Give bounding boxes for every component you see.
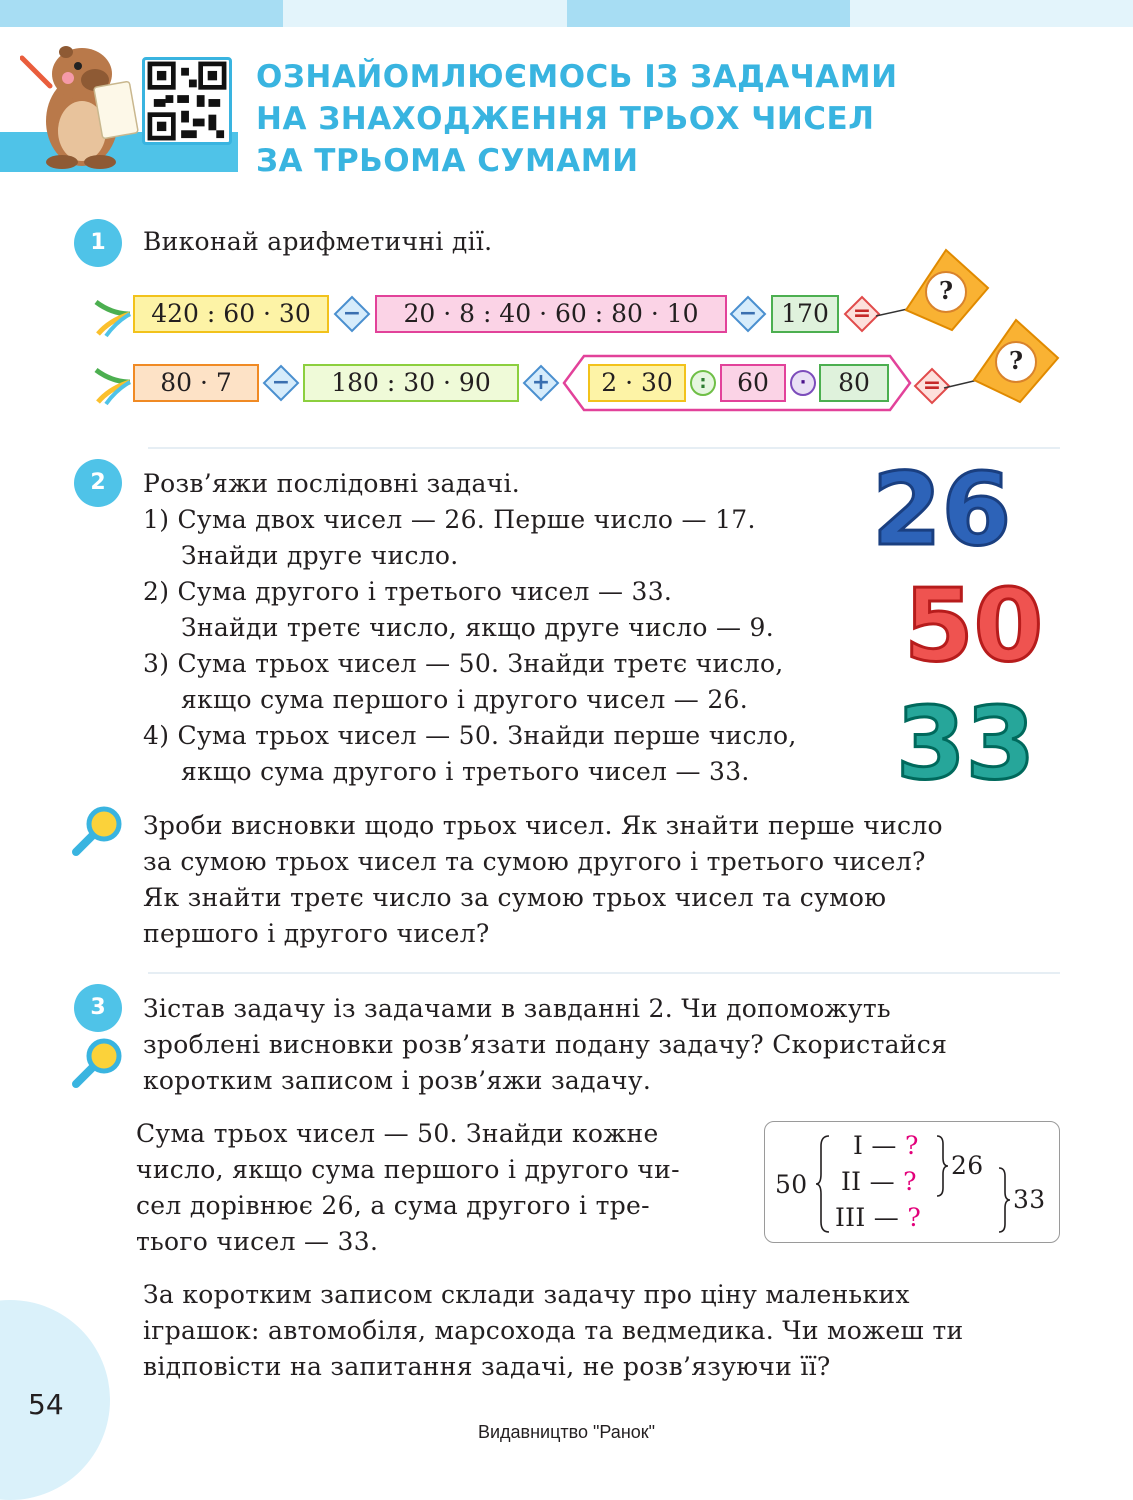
short-record-sum12: 26 (951, 1151, 984, 1180)
magnifier-icon (68, 804, 126, 860)
expr-box-2d: 60 (720, 364, 786, 402)
row-1-label: I — (853, 1131, 905, 1160)
magnifier-icon (68, 1036, 126, 1092)
row-3-question: ? (907, 1203, 922, 1232)
task-2-line-4: Знайди третє число, якщо друге число — 9. (181, 613, 774, 642)
task-2-line-8: якщо сума другого і третього чисел — 33. (181, 757, 750, 786)
title-line-2: НА ЗНАХОДЖЕННЯ ТРЬОХ ЧИСЕЛ (256, 101, 875, 137)
top-stripe-1 (0, 0, 283, 27)
top-stripe-4 (850, 0, 1133, 27)
operator-equals-2-symbol: = (922, 373, 942, 398)
kite-2-question: ? (1008, 346, 1024, 375)
kite-tail-icon (92, 294, 134, 338)
expr-box-1b: 20 · 8 : 40 · 60 : 80 · 10 (375, 295, 727, 333)
problem-line-3: сел дорівнює 26, а сума другого і тре- (136, 1191, 650, 1220)
closing-line-2: іграшок: автомобіля, марсохода та ведмедика. Чи можеш ти (143, 1316, 964, 1345)
operator-equals-1-symbol: = (852, 301, 872, 326)
task-2-line-2: Знайди друге число. (181, 541, 459, 570)
qr-code[interactable] (142, 57, 232, 145)
qr-code-icon (145, 60, 229, 142)
right-brace-1-icon (935, 1134, 949, 1198)
task-3-number: 3 (74, 984, 122, 1032)
short-record-row-3 (835, 1200, 921, 1236)
left-brace-icon (815, 1134, 831, 1234)
operator-minus-2-symbol: − (738, 301, 758, 326)
task-3-intro-line-1: Зістав задачу із задачами в завданні 2. Чи допоможуть (143, 994, 891, 1023)
right-brace-2-icon (997, 1166, 1011, 1234)
kite-tail-icon (92, 362, 134, 406)
page-title (256, 56, 898, 182)
conclusion-line-2: за сумою трьох чисел та сумою другого і третього чисел? (143, 847, 926, 876)
kite-1-question: ? (938, 276, 954, 305)
expr-box-2b: 180 : 30 · 90 (303, 364, 519, 402)
task-2-line-1: 1) Сума двох чисел — 26. Перше число — 17. (143, 505, 756, 534)
short-record-row-1 (853, 1128, 919, 1164)
task-2-line-6: якщо сума першого і другого чисел — 26. (181, 685, 749, 714)
conclusion-line-3: Як знайти третє число за сумою трьох чисел та сумою (143, 883, 887, 912)
task-3-intro-line-3: коротким записом і розв’яжи задачу. (143, 1066, 652, 1095)
decor-number-33: 33 (896, 685, 1036, 802)
title-line-1: ОЗНАЙОМЛЮЄМОСЬ ІЗ ЗАДАЧАМИ (256, 59, 898, 95)
row-2-label: II — (841, 1167, 904, 1196)
short-record-row-2 (841, 1164, 917, 1200)
decor-number-26: 26 (872, 451, 1012, 568)
operator-minus-3-symbol: − (271, 370, 291, 395)
short-record-box (764, 1121, 1060, 1243)
task-2-number: 2 (74, 459, 122, 507)
row-3-label: III — (835, 1203, 908, 1232)
top-stripe-2 (283, 0, 567, 27)
row-1-question: ? (904, 1131, 919, 1160)
expr-box-2a: 80 · 7 (133, 364, 259, 402)
problem-line-1: Сума трьох чисел — 50. Знайди кожне (136, 1119, 659, 1148)
task-3-intro-line-2: зроблені висновки розв’язати подану задачу? Скористайся (143, 1030, 948, 1059)
operator-plus-symbol: + (531, 370, 551, 395)
task-2-line-5: 3) Сума трьох чисел — 50. Знайди третє число, (143, 649, 784, 678)
page-number: 54 (28, 1388, 64, 1421)
operator-minus-1-symbol: − (342, 301, 362, 326)
closing-line-1: За коротким записом склади задачу про ціну маленьких (143, 1280, 910, 1309)
short-record-total: 50 (775, 1170, 808, 1199)
closing-line-3: відповісти на запитання задачі, не розв’язуючи її? (143, 1352, 831, 1381)
expr-box-2c: 2 · 30 (588, 364, 686, 402)
task-2-line-3: 2) Сума другого і третього чисел — 33. (143, 577, 673, 606)
title-line-3: ЗА ТРЬОМА СУМАМИ (256, 143, 639, 179)
conclusion-line-4: першого і другого чисел? (143, 919, 490, 948)
divider-2 (148, 972, 1060, 974)
task-1-number: 1 (74, 219, 122, 267)
short-record-sum23: 33 (1013, 1185, 1046, 1214)
divider-1 (148, 447, 1060, 449)
task-2-instruction: Розв’яжи послідовні задачі. (143, 469, 521, 498)
top-stripe-3 (567, 0, 850, 27)
problem-line-2: число, якщо сума першого і другого чи- (136, 1155, 680, 1184)
row-2-question: ? (903, 1167, 917, 1196)
conclusion-line-1: Зроби висновки щодо трьох чисел. Як знайти перше число (143, 811, 943, 840)
task-1-instruction: Виконай арифметичні дії. (143, 227, 493, 256)
task-2-line-7: 4) Сума трьох чисел — 50. Знайди перше число, (143, 721, 797, 750)
expr-box-1c: 170 (771, 295, 839, 333)
decor-number-50: 50 (904, 567, 1044, 684)
operator-multiply: · (790, 370, 816, 396)
problem-line-4: тього чисел — 33. (136, 1227, 379, 1256)
operator-divide: : (690, 370, 716, 396)
capybara-mascot-icon (20, 36, 140, 170)
expr-box-2e: 80 (819, 364, 889, 402)
publisher-footer: Видавництво "Ранок" (477, 1422, 656, 1442)
expr-box-1a: 420 : 60 · 30 (133, 295, 329, 333)
